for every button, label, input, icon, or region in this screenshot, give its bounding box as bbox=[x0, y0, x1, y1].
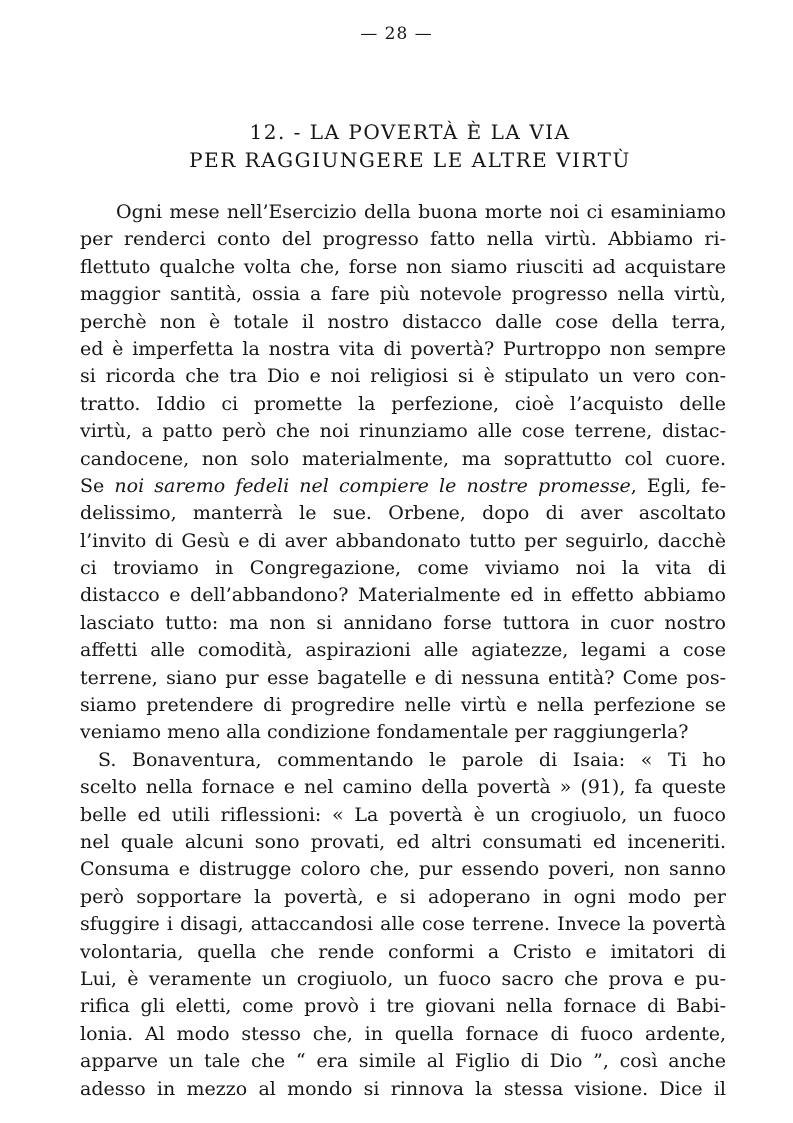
text-line: rifica gli eletti, come provò i tre giovani nella fornace di Babi- bbox=[80, 995, 726, 1018]
text-line: maggior santità, ossia a fare più notevole progresso nella virtù, bbox=[80, 283, 726, 306]
chapter-title-line-2: PER RAGGIUNGERE LE ALTRE VIRTÙ bbox=[189, 148, 631, 172]
text-line: siamo pretendere di progredire nelle virtù e nella perfezione se bbox=[80, 694, 726, 717]
text-line: lasciato tutto: ma non si annidano forse tuttora in cuor nostro bbox=[80, 611, 726, 634]
text-line: scelto nella fornace e nel camino della povertà » (91), fa queste bbox=[80, 776, 726, 799]
text-line: apparve un tale che “ era simile al Figlio di Dio ”, così anche bbox=[80, 1050, 726, 1073]
text-line: Consuma e distrugge coloro che, pur essendo poveri, non sanno bbox=[80, 858, 726, 881]
text-line: candocene, non solo materialmente, ma soprattutto col cuore. bbox=[80, 447, 726, 470]
text-line: Ogni mese nell’Esercizio della buona morte noi ci esaminiamo bbox=[116, 201, 726, 223]
text-line: però sopportare la povertà, e si adoperano in ogni modo per bbox=[80, 885, 726, 908]
text-line: S. Bonaventura, commentando le parole di Isaia: « Ti ho bbox=[98, 748, 726, 771]
chapter-title-line-1: 12. - LA POVERTÀ È LA VIA bbox=[249, 120, 571, 144]
text-line: l’invito di Gesù e di aver abbandonato tutto per seguirlo, dacchè bbox=[80, 529, 726, 552]
text-line: terrene, siano pur esse bagatelle e di nessuna entità? Come pos- bbox=[80, 666, 726, 689]
text-fragment: , Egli, fe- bbox=[630, 474, 726, 497]
chapter-title bbox=[60, 118, 760, 174]
text-line: volontaria, quella che rende conformi a Cristo e imitatori di bbox=[80, 940, 726, 963]
text-line: belle ed utili riflessioni: « La povertà è un crogiuolo, un fuoco bbox=[80, 803, 726, 826]
text-line: adesso in mezzo al mondo si rinnova la stessa visione. Dice il bbox=[80, 1077, 726, 1100]
text-line: virtù, a patto però che noi rinunziamo alle cose terrene, distac- bbox=[80, 420, 726, 443]
text-line: nel quale alcuni sono provati, ed altri consumati ed inceneriti. bbox=[80, 830, 726, 853]
text-line: distacco e dell’abbandono? Materialmente ed in effetto abbiamo bbox=[80, 584, 726, 607]
text-line: ed è imperfetta la nostra vita di povertà? Purtroppo non sempre bbox=[80, 337, 726, 360]
text-line: Lui, è veramente un crogiuolo, un fuoco sacro che prova e pu- bbox=[80, 967, 726, 990]
text-line: affetti alle comodità, aspirazioni alle agiatezze, legami a cose bbox=[80, 639, 726, 662]
page-number: — 28 — bbox=[360, 24, 433, 44]
text-line-with-italic bbox=[80, 473, 726, 500]
text-line: per renderci conto del progresso fatto nella virtù. Abbiamo ri- bbox=[80, 228, 726, 251]
text-line: flettuto qualche volta che, forse non siamo riusciti ad acquistare bbox=[80, 255, 726, 278]
text-fragment: Se bbox=[80, 474, 115, 497]
text-line: sfuggire i disagi, attaccandosi alle cose terrene. Invece la povertà bbox=[80, 913, 726, 936]
text-line: veniamo meno alla condizione fondamentale per raggiungerla? bbox=[80, 721, 689, 744]
body-text bbox=[80, 199, 726, 1103]
text-line: si ricorda che tra Dio e noi religiosi si è stipulato un vero con- bbox=[80, 365, 726, 388]
italic-phrase: noi saremo fedeli nel compiere le nostre promesse bbox=[114, 474, 631, 497]
text-line: ci troviamo in Congregazione, come viviamo noi la vita di bbox=[80, 557, 726, 580]
text-line: tratto. Iddio ci promette la perfezione, cioè l’acquisto delle bbox=[80, 392, 726, 415]
text-line: lonia. Al modo stesso che, in quella fornace di fuoco ardente, bbox=[80, 1022, 726, 1045]
text-line: perchè non è totale il nostro distacco dalle cose della terra, bbox=[80, 310, 726, 333]
text-line: delissimo, manterrà le sue. Orbene, dopo di aver ascoltato bbox=[80, 502, 726, 525]
